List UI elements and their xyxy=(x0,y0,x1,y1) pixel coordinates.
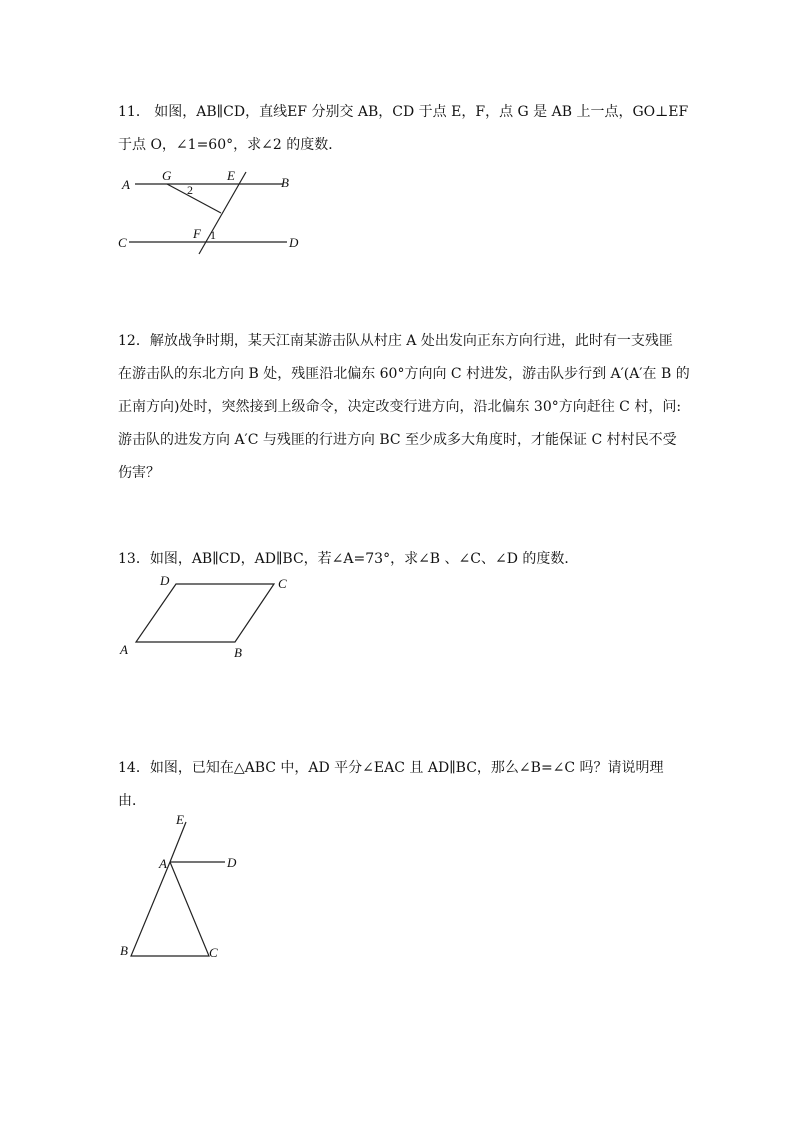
question-11-line-1: 11． 如图，AB∥CD，直线EF 分别交 AB，CD 于点 E，F，点 G 是 AB 上一点，GO⊥EF xyxy=(118,104,689,120)
figure-11 xyxy=(115,165,315,260)
label-c: C xyxy=(278,576,287,591)
question-12-line-3: 正南方向)处时，突然接到上级命令，决定改变行进方向，沿北偏东 30°方向赶往 C 村，问: xyxy=(118,399,682,415)
figure-13 xyxy=(115,572,295,664)
label-angle-1: 1 xyxy=(210,228,216,242)
ray-ae xyxy=(170,822,186,862)
question-13-line-1: 13．如图，AB∥CD，AD∥BC，若∠A=73°，求∠B 、∠C、∠D 的度数． xyxy=(118,551,579,567)
label-f: F xyxy=(193,226,201,241)
label-b: B xyxy=(120,943,128,958)
label-d: D xyxy=(289,235,299,250)
label-a: A xyxy=(120,642,128,657)
question-12 xyxy=(118,325,690,490)
label-c: C xyxy=(118,235,127,250)
label-e: E xyxy=(227,168,235,183)
question-12-line-5: 伤害？ xyxy=(118,465,160,481)
label-a: A xyxy=(159,856,167,871)
question-11 xyxy=(118,96,689,162)
question-12-line-2: 在游击队的东北方向 B 处，残匪沿北偏东 60°方向向 C 村进发，游击队步行到 A′(A′在 B 的 xyxy=(118,366,690,382)
question-12-line-4: 游击队的进发方向 A′C 与残匪的行进方向 BC 至少成多大角度时，才能保证 C 村村民不受 xyxy=(118,432,677,448)
label-b: B xyxy=(281,175,289,190)
label-a: A xyxy=(122,177,130,192)
figure-14 xyxy=(115,810,255,965)
parallelogram-abcd xyxy=(136,584,274,642)
label-d: D xyxy=(160,573,170,588)
label-e: E xyxy=(176,812,184,827)
label-b: B xyxy=(234,645,242,660)
triangle-abc xyxy=(131,862,209,956)
question-14-line-2: 由． xyxy=(118,793,146,809)
label-c: C xyxy=(209,945,218,960)
question-14 xyxy=(118,752,678,818)
question-11-line-2: 于点 O，∠1=60°，求∠2 的度数． xyxy=(118,137,343,153)
question-14-line-1: 14．如图，已知在△ABC 中，AD 平分∠EAC 且 AD∥BC，那么∠B=∠C 吗？请说明理 xyxy=(118,760,664,776)
segment-go xyxy=(167,184,221,213)
label-d: D xyxy=(227,855,237,870)
label-angle-2: 2 xyxy=(187,183,193,197)
label-g: G xyxy=(162,168,172,183)
question-12-line-1: 12．解放战争时期，某天江南某游击队从村庄 A 处出发向正东方向行进，此时有一支残匪 xyxy=(118,333,673,349)
